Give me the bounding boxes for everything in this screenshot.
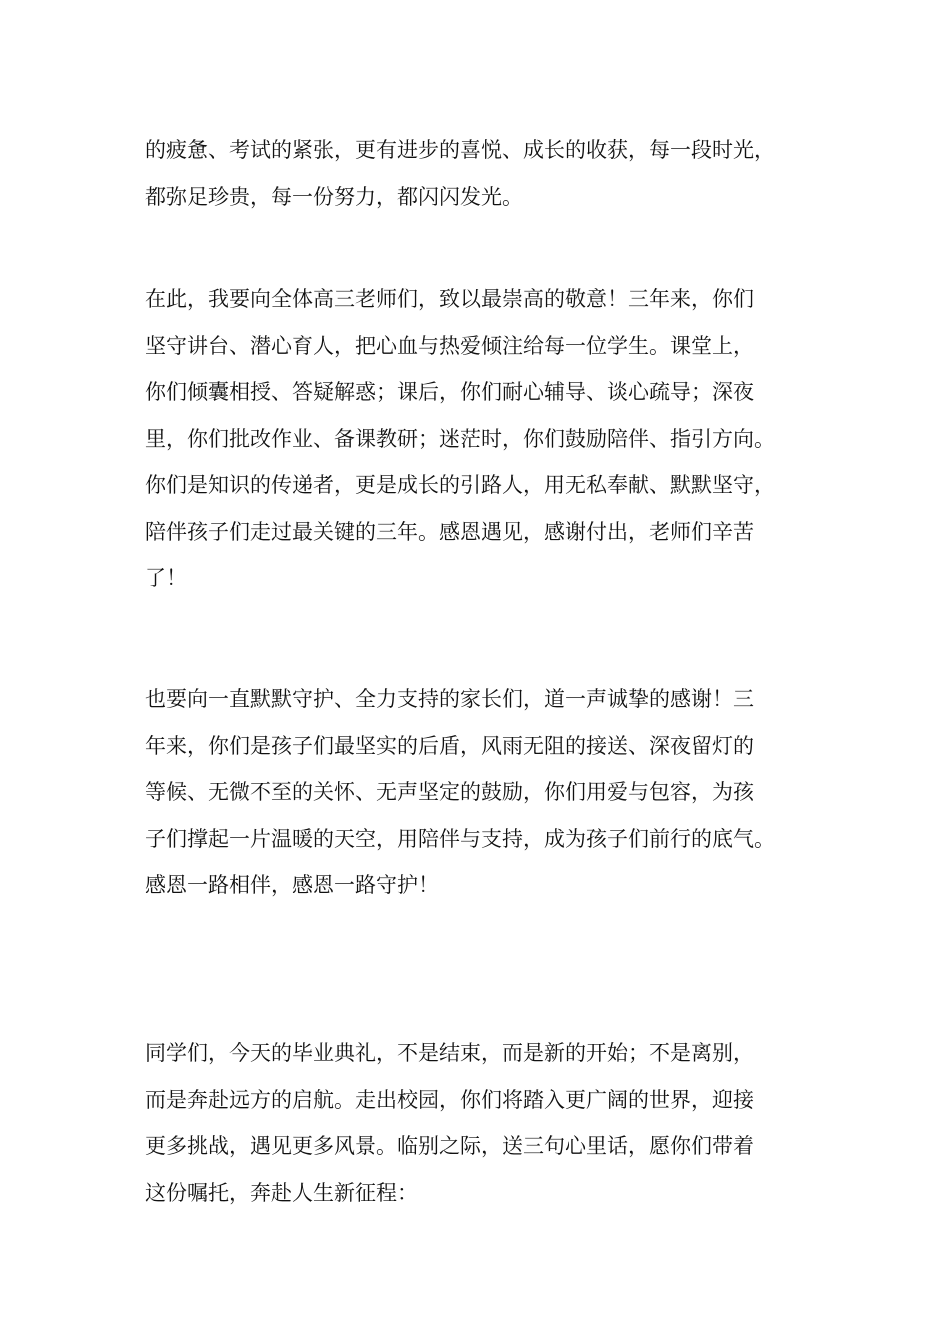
text-line: 更多挑战，遇见更多风景。临别之际，送三句心里话，愿你们带着 <box>145 1134 754 1158</box>
text-line: 同学们，今天的毕业典礼，不是结束，而是新的开始；不是离别， <box>145 1041 754 1065</box>
text-line: 坚守讲台、潜心育人，把心血与热爱倾注给每一位学生。课堂上， <box>145 333 754 358</box>
text-line: 年来，你们是孩子们最坚实的后盾，风雨无阻的接送、深夜留灯的 <box>145 733 754 758</box>
text-line: 了！ <box>145 566 187 590</box>
text-line: 这份嘱托，奔赴人生新征程： <box>145 1180 418 1205</box>
text-line: 等候、无微不至的关怀、无声坚定的鼓励，你们用爱与包容，为孩 <box>145 780 754 804</box>
text-line: 的疲惫、考试的紧张，更有进步的喜悦、成长的收获，每一段时光， <box>145 138 775 162</box>
paragraph-2 <box>145 276 825 602</box>
text-line: 里，你们批改作业、备课教研；迷茫时，你们鼓励陪伴、指引方向。 <box>145 426 775 451</box>
text-line: 子们撑起一片温暖的天空，用陪伴与支持，成为孩子们前行的底气。 <box>145 826 775 851</box>
text-line: 也要向一直默默守护、全力支持的家长们，道一声诚挚的感谢！三 <box>145 687 754 711</box>
text-line: 在此，我要向全体高三老师们，致以最崇高的敬意！三年来，你们 <box>145 287 754 311</box>
text-line: 陪伴孩子们走过最关键的三年。感恩遇见，感谢付出，老师们辛苦 <box>145 519 754 544</box>
text-line: 你们是知识的传递者，更是成长的引路人，用无私奉献、默默坚守， <box>145 473 775 497</box>
text-line: 都弥足珍贵，每一份努力，都闪闪发光。 <box>145 184 523 209</box>
text-line: 感恩一路相伴，感恩一路守护！ <box>145 873 439 897</box>
paragraph-1 <box>145 127 825 220</box>
paragraph-4 <box>145 1030 825 1216</box>
text-line: 而是奔赴远方的启航。走出校园，你们将踏入更广阔的世界，迎接 <box>145 1087 754 1112</box>
text-line: 你们倾囊相授、答疑解惑；课后，你们耐心辅导、谈心疏导；深夜 <box>145 380 754 404</box>
paragraph-3 <box>145 676 825 909</box>
